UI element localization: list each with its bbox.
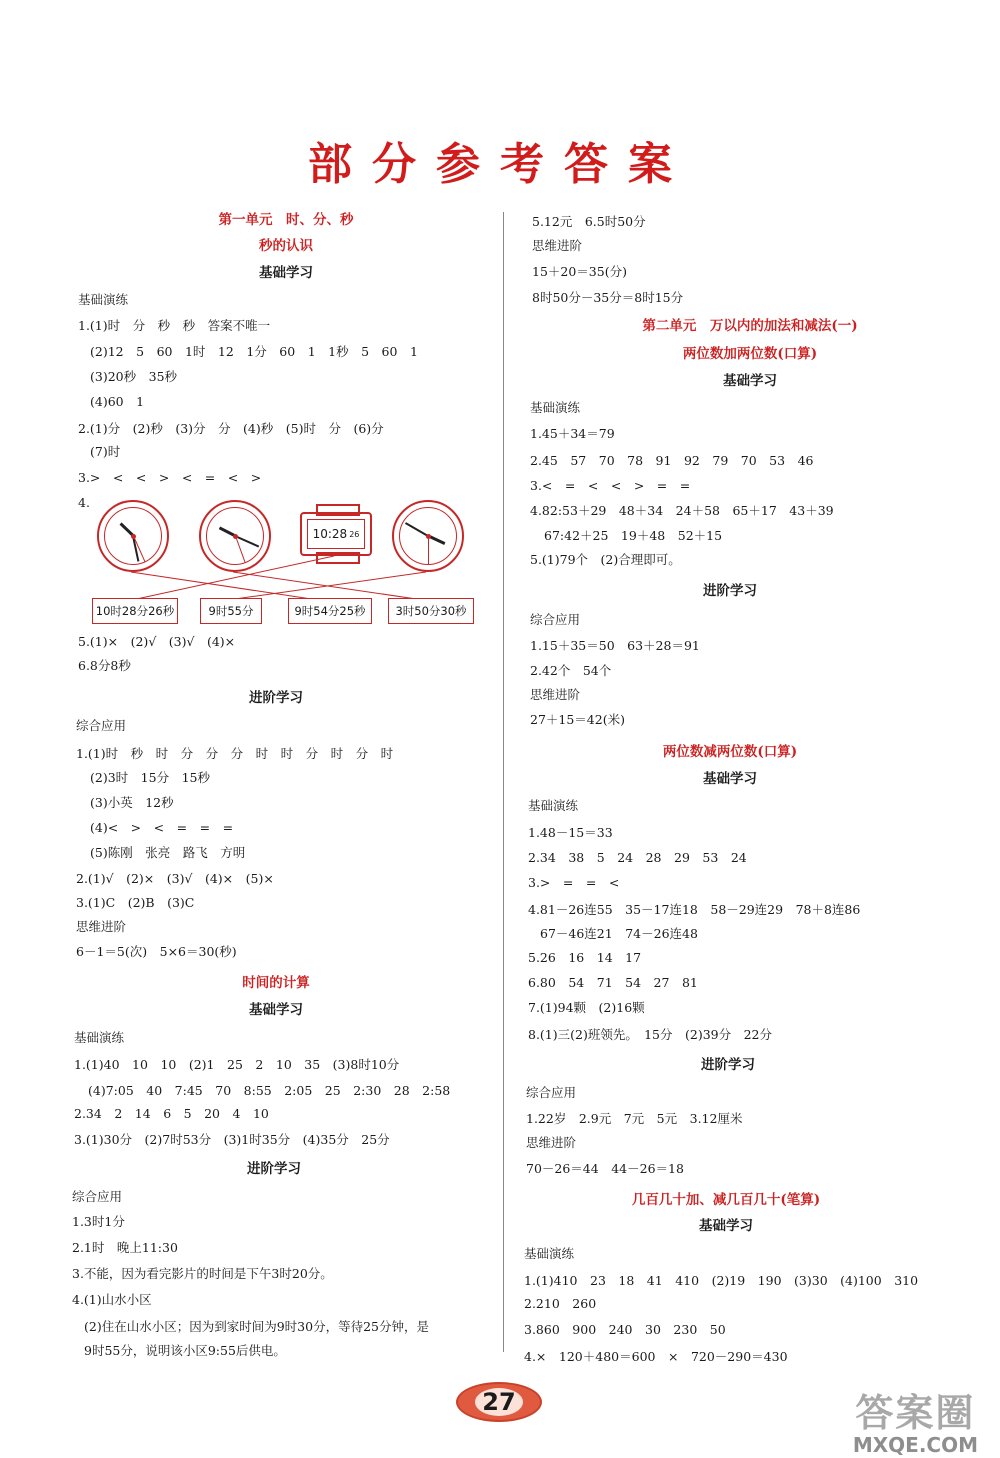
label: 基础演练 <box>524 1246 575 1261</box>
answer-line: 8.(1)三(2)班领先。 15分 (2)39分 22分 <box>528 1027 773 1042</box>
answer-line: 2.(1)分 (2)秒 (3)分 分 (4)秒 (5)时 分 (6)分 <box>78 421 384 436</box>
subsection-heading: 进阶学习 <box>701 1057 755 1073</box>
digital-seconds: 26 <box>349 529 360 539</box>
answer-line: 7.(1)94颗 (2)16颗 <box>528 1000 645 1015</box>
answer-line: 5.(1)× (2)√ (3)√ (4)× <box>78 634 236 649</box>
answer-line: 70－26＝44 44－26＝18 <box>526 1161 684 1176</box>
label: 基础演练 <box>528 798 579 813</box>
answer-line: 9时55分，说明该小区9:55后供电。 <box>84 1343 286 1358</box>
answer-line: 2.34 38 5 24 28 29 53 24 <box>528 850 747 865</box>
answer-line: 1.(1)时 分 秒 秒 答案不唯一 <box>78 318 271 333</box>
label: 综合应用 <box>76 718 127 733</box>
answer-line: (2)住在山水小区；因为到家时间为9时30分，等待25分钟，是 <box>84 1319 429 1334</box>
answer-line: 5.26 16 14 17 <box>528 950 642 965</box>
answer-line: 3.(1)30分 (2)7时53分 (3)1时35分 (4)35分 25分 <box>74 1132 390 1147</box>
answer-line: 3.860 900 240 30 230 50 <box>524 1322 726 1337</box>
label: 综合应用 <box>530 612 581 627</box>
answer-line: 2.42个 54个 <box>530 663 612 678</box>
answer-line: 1.48－15＝33 <box>528 825 613 840</box>
answer-line: 5.12元 6.5时50分 <box>532 214 646 229</box>
subsection-heading: 基础学习 <box>249 1002 303 1018</box>
page-number: 27 <box>475 1388 523 1416</box>
answer-line: 1.(1)40 10 10 (2)1 25 2 10 35 (3)8时10分 <box>74 1057 400 1072</box>
unit2-title: 第二单元 万以内的加法和减法(一) <box>642 318 858 334</box>
answer-line: 3.< = < < > = = <box>530 478 691 493</box>
page-title: 部分参考答案 <box>308 139 692 190</box>
answer-line: 67:42＋25 19＋48 52＋15 <box>544 528 723 543</box>
answer-line: (2)12 5 60 1时 12 1分 60 1 1秒 5 60 1 <box>90 344 418 359</box>
answer-line: 4.82:53＋29 48＋34 24＋58 65＋17 43＋39 <box>530 503 834 518</box>
answer-line: (4)< > < = = = <box>90 820 234 835</box>
column-divider <box>503 212 504 1352</box>
label: 思维进阶 <box>532 238 583 253</box>
watermark-site: MXQE.COM <box>852 1433 978 1457</box>
watermark-logo <box>853 1382 978 1457</box>
answer-line: 27＋15＝42(米) <box>530 712 625 727</box>
answer-line: 5.(1)79个 (2)合理即可。 <box>530 552 681 567</box>
answer-line: 4. <box>78 495 90 510</box>
label: 思维进阶 <box>76 919 127 934</box>
subsection-heading: 进阶学习 <box>249 690 303 706</box>
subsection-heading: 进阶学习 <box>703 583 757 599</box>
answer-line: 2.34 2 14 6 5 20 4 10 <box>74 1106 269 1121</box>
answer-line: 3.不能，因为看完影片的时间是下午3时20分。 <box>72 1266 333 1281</box>
answer-line: 67－46连21 74－26连48 <box>540 926 698 941</box>
label: 综合应用 <box>526 1085 577 1100</box>
answer-line: 6.80 54 71 54 27 81 <box>528 975 698 990</box>
answer-line: (4)7:05 40 7:45 70 8:55 2:05 25 2:30 28 2:58 <box>88 1083 451 1098</box>
watermark-logo-text: 答案圈 <box>855 1391 976 1435</box>
section-title: 几百几十加、减几百几十(笔算) <box>631 1192 821 1208</box>
answer-line: 1.3时1分 <box>72 1214 125 1229</box>
answer-line: (3)20秒 35秒 <box>90 369 178 384</box>
subsection-heading: 基础学习 <box>699 1218 753 1234</box>
answer-line: 6－1＝5(次) 5×6＝30(秒) <box>76 944 237 959</box>
page-number-badge <box>456 1382 542 1422</box>
label: 基础演练 <box>78 292 129 307</box>
answer-line: 2.(1)√ (2)× (3)√ (4)× (5)× <box>76 871 274 886</box>
answer-box: 9时54分25秒 <box>288 598 372 624</box>
label: 思维进阶 <box>526 1135 577 1150</box>
subsection-heading: 基础学习 <box>723 373 777 389</box>
answer-line: 1.(1)410 23 18 41 410 (2)19 190 (3)30 (4)100 310 <box>524 1273 919 1288</box>
subsection-heading: 基础学习 <box>259 265 313 281</box>
answer-line: 8时50分－35分＝8时15分 <box>532 290 684 305</box>
subsection-heading: 进阶学习 <box>247 1161 301 1177</box>
answer-line: (3)小英 12秒 <box>90 795 174 810</box>
section-title: 秒的认识 <box>259 238 313 254</box>
answer-line: 3.(1)C (2)B (3)C <box>76 895 195 910</box>
unit1-title: 第一单元 时、分、秒 <box>218 212 354 228</box>
label: 基础演练 <box>74 1030 125 1045</box>
label: 基础演练 <box>530 400 581 415</box>
answer-line: 1.(1)时 秒 时 分 分 分 时 时 分 时 分 时 <box>76 746 394 761</box>
answer-line: 1.22岁 2.9元 7元 5元 3.12厘米 <box>526 1111 743 1126</box>
answer-line: 2.210 260 <box>524 1296 597 1311</box>
answer-box: 3时50分30秒 <box>388 598 474 624</box>
answer-line: 1.45＋34＝79 <box>530 426 615 441</box>
answer-line: 4.81－26连55 35－17连18 58－29连29 78＋8连86 <box>528 902 861 917</box>
answer-line: 6.8分8秒 <box>78 658 131 673</box>
label: 综合应用 <box>72 1189 123 1204</box>
answer-line: 4.× 120＋480＝600 × 720－290＝430 <box>524 1349 788 1364</box>
answer-line: 2.45 57 70 78 91 92 79 70 53 46 <box>530 453 814 468</box>
answer-line: 3.> = = < <box>528 875 620 890</box>
section-title: 两位数加两位数(口算) <box>682 346 818 362</box>
answer-line: 1.15＋35＝50 63＋28＝91 <box>530 638 700 653</box>
answer-line: 15＋20＝35(分) <box>532 264 627 279</box>
answer-line: 3.> < < > < = < > <box>78 470 262 485</box>
label: 思维进阶 <box>530 687 581 702</box>
digital-time: 10:28 <box>312 527 348 541</box>
answer-box: 10时28分26秒 <box>92 598 178 624</box>
answer-line: (5)陈刚 张亮 路飞 方明 <box>90 845 246 860</box>
answer-box: 9时55分 <box>200 598 262 624</box>
section-title: 时间的计算 <box>242 975 310 991</box>
answer-line: (7)时 <box>90 444 121 459</box>
subsection-heading: 基础学习 <box>703 771 757 787</box>
matching-lines <box>0 0 500 700</box>
answer-line: 4.(1)山水小区 <box>72 1292 152 1307</box>
section-title: 两位数减两位数(口算) <box>662 744 798 760</box>
answer-line: (4)60 1 <box>90 394 145 409</box>
answer-line: (2)3时 15分 15秒 <box>90 770 210 785</box>
answer-line: 2.1时 晚上11:30 <box>72 1240 178 1255</box>
